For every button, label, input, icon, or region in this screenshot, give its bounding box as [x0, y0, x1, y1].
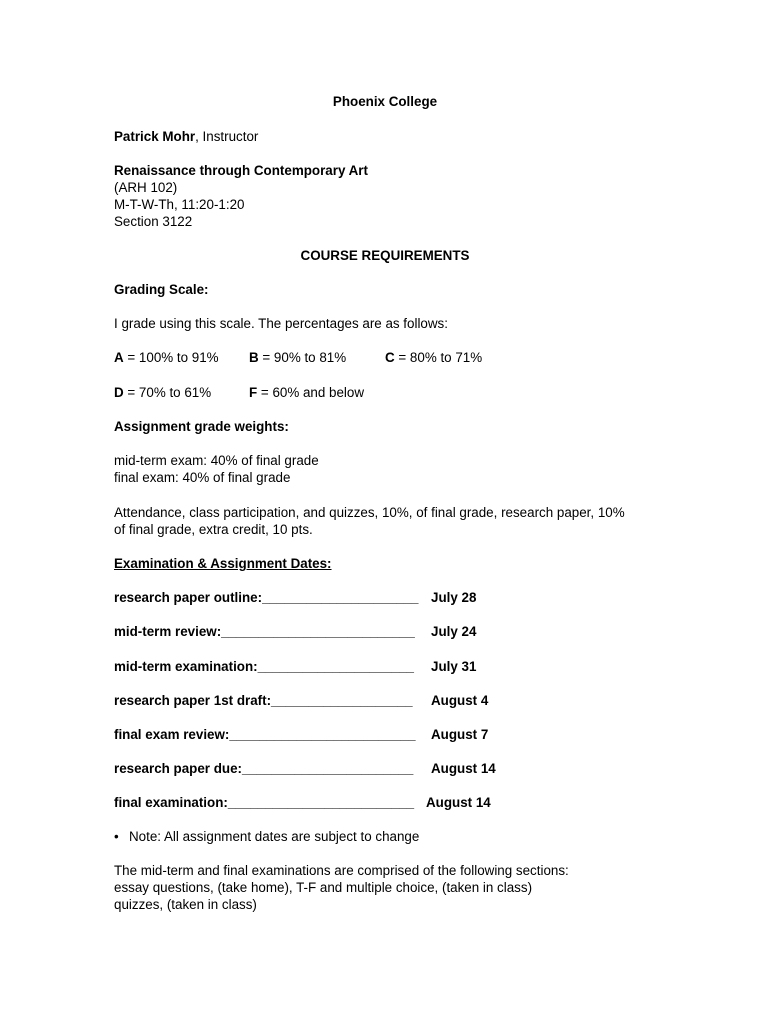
date-row: [114, 658, 477, 675]
instructor-role: , Instructor: [195, 129, 259, 144]
grading-heading: Grading Scale:: [114, 282, 209, 297]
date-value: July 31: [431, 659, 477, 674]
date-label: research paper due:_______________________: [114, 761, 414, 776]
date-value: August 14: [431, 761, 496, 776]
exam-sections: [114, 862, 569, 913]
exam-sections-line2: essay questions, (take home), T-F and multiple choice, (taken in class): [114, 880, 533, 895]
weight-midterm: mid-term exam: 40% of final grade: [114, 453, 319, 468]
requirements-heading: COURSE REQUIREMENTS: [300, 248, 470, 263]
date-value: August 7: [431, 727, 489, 742]
grade-letter: D: [114, 385, 124, 400]
exam-sections-line1: The mid-term and final examinations are comprised of the following sections:: [114, 863, 569, 878]
date-label: mid-term examination:_____________________: [114, 659, 414, 674]
date-label: research paper outline:_____________________: [114, 590, 419, 605]
date-label: mid-term review:__________________________: [114, 624, 415, 639]
grade-range: = 90% to 81%: [258, 350, 347, 365]
instructor-name: Patrick Mohr: [114, 129, 196, 144]
date-label: final exam review:_________________________: [114, 727, 416, 742]
course-title: Renaissance through Contemporary Art: [114, 163, 368, 178]
date-row: [114, 794, 491, 811]
grade-a: [114, 349, 219, 366]
course-info: [114, 162, 368, 230]
course-code: (ARH 102): [114, 180, 178, 195]
note-text: Note: All assignment dates are subject to change: [129, 829, 420, 844]
date-label: final examination:_________________________: [114, 795, 415, 810]
date-row: [114, 623, 477, 640]
grade-c: [385, 349, 482, 366]
date-row: [114, 726, 489, 743]
date-label: research paper 1st draft:___________________: [114, 693, 413, 708]
grade-range: = 80% to 71%: [394, 350, 483, 365]
date-value: July 24: [431, 624, 477, 639]
note-line: [114, 828, 420, 845]
date-value: August 4: [431, 693, 489, 708]
weight-final: final exam: 40% of final grade: [114, 470, 291, 485]
grade-range: = 60% and below: [257, 385, 365, 400]
weight-other-line1: Attendance, class participation, and quizzes, 10%, of final grade, research paper, 10%: [114, 505, 625, 520]
grading-intro: I grade using this scale. The percentages are as follows:: [114, 316, 448, 331]
grade-letter: F: [249, 385, 258, 400]
instructor-line: [114, 128, 258, 145]
date-row: [114, 692, 489, 709]
grade-letter: A: [114, 350, 124, 365]
weight-other-line2: of final grade, extra credit, 10 pts.: [114, 522, 313, 537]
grade-range: = 70% to 61%: [123, 385, 212, 400]
course-section: Section 3122: [114, 214, 193, 229]
grade-range: = 100% to 91%: [123, 350, 219, 365]
weights-exams: [114, 452, 319, 486]
weights-heading: Assignment grade weights:: [114, 419, 289, 434]
date-value: July 28: [431, 590, 477, 605]
exam-sections-line3: quizzes, (taken in class): [114, 897, 257, 912]
bullet-icon: •: [114, 829, 119, 844]
date-row: [114, 589, 477, 606]
date-value: August 14: [426, 795, 491, 810]
grade-d: [114, 384, 211, 401]
grade-f: [249, 384, 364, 401]
college-title: Phoenix College: [332, 94, 438, 109]
grade-letter: C: [385, 350, 395, 365]
weights-other: [114, 504, 625, 538]
course-schedule: M-T-W-Th, 11:20-1:20: [114, 197, 245, 212]
date-row: [114, 760, 496, 777]
grade-b: [249, 349, 346, 366]
dates-heading: Examination & Assignment Dates:: [114, 556, 332, 571]
grade-letter: B: [249, 350, 259, 365]
